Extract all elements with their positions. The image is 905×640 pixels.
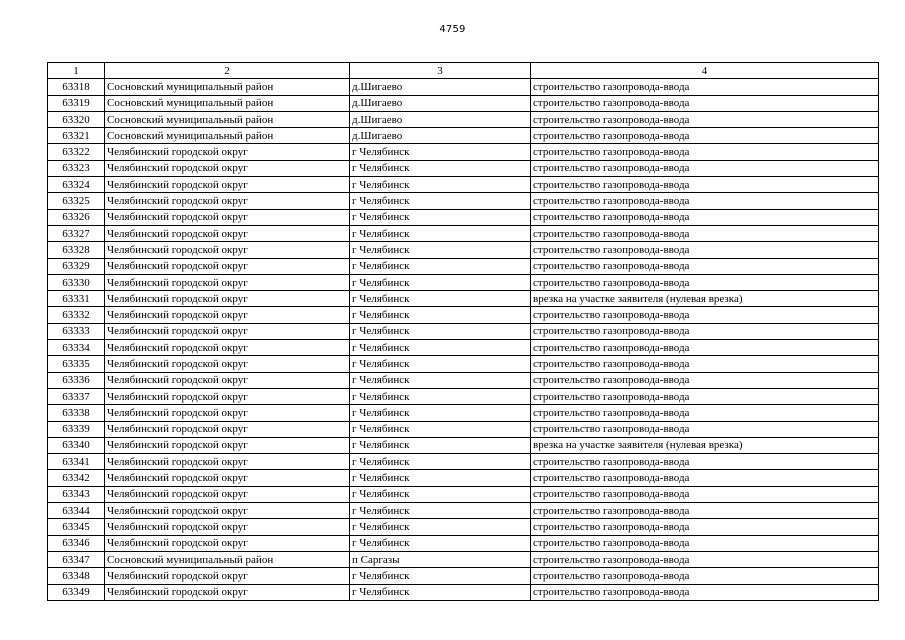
settlement-cell: г Челябинск: [350, 421, 531, 437]
table-row: [48, 79, 879, 95]
work-type-cell: строительство газопровода-ввода: [531, 454, 879, 470]
municipality-cell: Челябинский городской округ: [105, 454, 350, 470]
settlement-cell: г Челябинск: [350, 291, 531, 307]
table-row: [48, 128, 879, 144]
municipality-cell: Челябинский городской округ: [105, 486, 350, 502]
settlement-cell: г Челябинск: [350, 437, 531, 453]
work-type-cell: строительство газопровода-ввода: [531, 405, 879, 421]
settlement-cell: г Челябинск: [350, 340, 531, 356]
settlement-cell: г Челябинск: [350, 323, 531, 339]
municipality-cell: Челябинский городской округ: [105, 421, 350, 437]
row-number-cell: 63337: [48, 388, 105, 404]
municipality-cell: Челябинский городской округ: [105, 519, 350, 535]
settlement-cell: г Челябинск: [350, 486, 531, 502]
settlement-cell: г Челябинск: [350, 274, 531, 290]
table-row: [48, 323, 879, 339]
municipality-cell: Челябинский городской округ: [105, 242, 350, 258]
municipality-cell: Челябинский городской округ: [105, 405, 350, 421]
work-type-cell: строительство газопровода-ввода: [531, 177, 879, 193]
row-number-cell: 63333: [48, 323, 105, 339]
table-row: [48, 470, 879, 486]
table-row: [48, 551, 879, 567]
table-row: [48, 209, 879, 225]
municipality-cell: Челябинский городской округ: [105, 503, 350, 519]
table-row: [48, 291, 879, 307]
municipality-cell: Челябинский городской округ: [105, 307, 350, 323]
settlement-cell: г Челябинск: [350, 356, 531, 372]
row-number-cell: 63339: [48, 421, 105, 437]
municipality-cell: Челябинский городской округ: [105, 470, 350, 486]
row-number-cell: 63324: [48, 177, 105, 193]
municipality-cell: Челябинский городской округ: [105, 160, 350, 176]
work-type-cell: строительство газопровода-ввода: [531, 128, 879, 144]
row-number-cell: 63346: [48, 535, 105, 551]
row-number-cell: 63328: [48, 242, 105, 258]
row-number-cell: 63345: [48, 519, 105, 535]
municipality-cell: Сосновский муниципальный район: [105, 551, 350, 567]
table-row: [48, 160, 879, 176]
municipality-cell: Челябинский городской округ: [105, 209, 350, 225]
column-header-2: 2: [105, 63, 350, 79]
work-type-cell: строительство газопровода-ввода: [531, 111, 879, 127]
registry-table: [47, 62, 879, 601]
work-type-cell: строительство газопровода-ввода: [531, 486, 879, 502]
municipality-cell: Челябинский городской округ: [105, 193, 350, 209]
municipality-cell: Сосновский муниципальный район: [105, 95, 350, 111]
settlement-cell: г Челябинск: [350, 584, 531, 600]
settlement-cell: г Челябинск: [350, 193, 531, 209]
table-row: [48, 307, 879, 323]
work-type-cell: строительство газопровода-ввода: [531, 144, 879, 160]
municipality-cell: Сосновский муниципальный район: [105, 128, 350, 144]
work-type-cell: строительство газопровода-ввода: [531, 160, 879, 176]
row-number-cell: 63329: [48, 258, 105, 274]
municipality-cell: Челябинский городской округ: [105, 274, 350, 290]
settlement-cell: г Челябинск: [350, 225, 531, 241]
work-type-cell: строительство газопровода-ввода: [531, 421, 879, 437]
work-type-cell: врезка на участке заявителя (нулевая врезка): [531, 437, 879, 453]
work-type-cell: строительство газопровода-ввода: [531, 225, 879, 241]
row-number-cell: 63338: [48, 405, 105, 421]
municipality-cell: Сосновский муниципальный район: [105, 79, 350, 95]
table-row: [48, 486, 879, 502]
table-row: [48, 177, 879, 193]
settlement-cell: г Челябинск: [350, 144, 531, 160]
settlement-cell: г Челябинск: [350, 535, 531, 551]
table-body: [48, 79, 879, 601]
header-row: [48, 63, 879, 79]
table-row: [48, 388, 879, 404]
work-type-cell: строительство газопровода-ввода: [531, 274, 879, 290]
row-number-cell: 63340: [48, 437, 105, 453]
work-type-cell: строительство газопровода-ввода: [531, 535, 879, 551]
municipality-cell: Челябинский городской округ: [105, 437, 350, 453]
table-row: [48, 340, 879, 356]
table-row: [48, 111, 879, 127]
table-row: [48, 503, 879, 519]
table-row: [48, 405, 879, 421]
settlement-cell: г Челябинск: [350, 307, 531, 323]
work-type-cell: строительство газопровода-ввода: [531, 388, 879, 404]
municipality-cell: Челябинский городской округ: [105, 340, 350, 356]
table-row: [48, 356, 879, 372]
row-number-cell: 63331: [48, 291, 105, 307]
table-row: [48, 274, 879, 290]
table-row: [48, 95, 879, 111]
work-type-cell: строительство газопровода-ввода: [531, 323, 879, 339]
settlement-cell: г Челябинск: [350, 209, 531, 225]
settlement-cell: г Челябинск: [350, 160, 531, 176]
table-header: [48, 63, 879, 79]
page-number: 4759: [439, 24, 466, 35]
settlement-cell: г Челябинск: [350, 454, 531, 470]
work-type-cell: строительство газопровода-ввода: [531, 503, 879, 519]
work-type-cell: строительство газопровода-ввода: [531, 307, 879, 323]
work-type-cell: строительство газопровода-ввода: [531, 372, 879, 388]
settlement-cell: г Челябинск: [350, 388, 531, 404]
row-number-cell: 63321: [48, 128, 105, 144]
row-number-cell: 63320: [48, 111, 105, 127]
work-type-cell: строительство газопровода-ввода: [531, 258, 879, 274]
table-row: [48, 568, 879, 584]
table-row: [48, 454, 879, 470]
municipality-cell: Челябинский городской округ: [105, 323, 350, 339]
row-number-cell: 63334: [48, 340, 105, 356]
row-number-cell: 63330: [48, 274, 105, 290]
work-type-cell: строительство газопровода-ввода: [531, 79, 879, 95]
work-type-cell: строительство газопровода-ввода: [531, 209, 879, 225]
work-type-cell: строительство газопровода-ввода: [531, 356, 879, 372]
work-type-cell: строительство газопровода-ввода: [531, 95, 879, 111]
settlement-cell: г Челябинск: [350, 177, 531, 193]
municipality-cell: Челябинский городской округ: [105, 291, 350, 307]
column-header-4: 4: [531, 63, 879, 79]
table-row: [48, 584, 879, 600]
settlement-cell: д.Шигаево: [350, 128, 531, 144]
table-row: [48, 193, 879, 209]
row-number-cell: 63342: [48, 470, 105, 486]
settlement-cell: г Челябинск: [350, 568, 531, 584]
row-number-cell: 63327: [48, 225, 105, 241]
work-type-cell: строительство газопровода-ввода: [531, 519, 879, 535]
work-type-cell: строительство газопровода-ввода: [531, 584, 879, 600]
municipality-cell: Челябинский городской округ: [105, 584, 350, 600]
table-row: [48, 242, 879, 258]
settlement-cell: д.Шигаево: [350, 95, 531, 111]
settlement-cell: г Челябинск: [350, 503, 531, 519]
settlement-cell: г Челябинск: [350, 242, 531, 258]
row-number-cell: 63323: [48, 160, 105, 176]
municipality-cell: Челябинский городской округ: [105, 258, 350, 274]
settlement-cell: п Саргазы: [350, 551, 531, 567]
work-type-cell: строительство газопровода-ввода: [531, 193, 879, 209]
municipality-cell: Челябинский городской округ: [105, 225, 350, 241]
work-type-cell: строительство газопровода-ввода: [531, 242, 879, 258]
row-number-cell: 63349: [48, 584, 105, 600]
row-number-cell: 63344: [48, 503, 105, 519]
row-number-cell: 63341: [48, 454, 105, 470]
table-row: [48, 519, 879, 535]
row-number-cell: 63326: [48, 209, 105, 225]
work-type-cell: врезка на участке заявителя (нулевая врезка): [531, 291, 879, 307]
work-type-cell: строительство газопровода-ввода: [531, 340, 879, 356]
row-number-cell: 63347: [48, 551, 105, 567]
row-number-cell: 63319: [48, 95, 105, 111]
row-number-cell: 63318: [48, 79, 105, 95]
settlement-cell: г Челябинск: [350, 405, 531, 421]
settlement-cell: г Челябинск: [350, 470, 531, 486]
row-number-cell: 63335: [48, 356, 105, 372]
row-number-cell: 63332: [48, 307, 105, 323]
settlement-cell: г Челябинск: [350, 519, 531, 535]
column-header-3: 3: [350, 63, 531, 79]
municipality-cell: Челябинский городской округ: [105, 372, 350, 388]
row-number-cell: 63336: [48, 372, 105, 388]
row-number-cell: 63348: [48, 568, 105, 584]
municipality-cell: Челябинский городской округ: [105, 388, 350, 404]
municipality-cell: Челябинский городской округ: [105, 568, 350, 584]
municipality-cell: Сосновский муниципальный район: [105, 111, 350, 127]
settlement-cell: г Челябинск: [350, 372, 531, 388]
table-row: [48, 437, 879, 453]
work-type-cell: строительство газопровода-ввода: [531, 568, 879, 584]
settlement-cell: д.Шигаево: [350, 111, 531, 127]
municipality-cell: Челябинский городской округ: [105, 144, 350, 160]
table-row: [48, 258, 879, 274]
row-number-cell: 63322: [48, 144, 105, 160]
work-type-cell: строительство газопровода-ввода: [531, 470, 879, 486]
municipality-cell: Челябинский городской округ: [105, 177, 350, 193]
row-number-cell: 63343: [48, 486, 105, 502]
row-number-cell: 63325: [48, 193, 105, 209]
table-row: [48, 535, 879, 551]
municipality-cell: Челябинский городской округ: [105, 356, 350, 372]
municipality-cell: Челябинский городской округ: [105, 535, 350, 551]
column-header-1: 1: [48, 63, 105, 79]
settlement-cell: д.Шигаево: [350, 79, 531, 95]
table-row: [48, 372, 879, 388]
table-row: [48, 421, 879, 437]
work-type-cell: строительство газопровода-ввода: [531, 551, 879, 567]
table-row: [48, 144, 879, 160]
settlement-cell: г Челябинск: [350, 258, 531, 274]
table-row: [48, 225, 879, 241]
